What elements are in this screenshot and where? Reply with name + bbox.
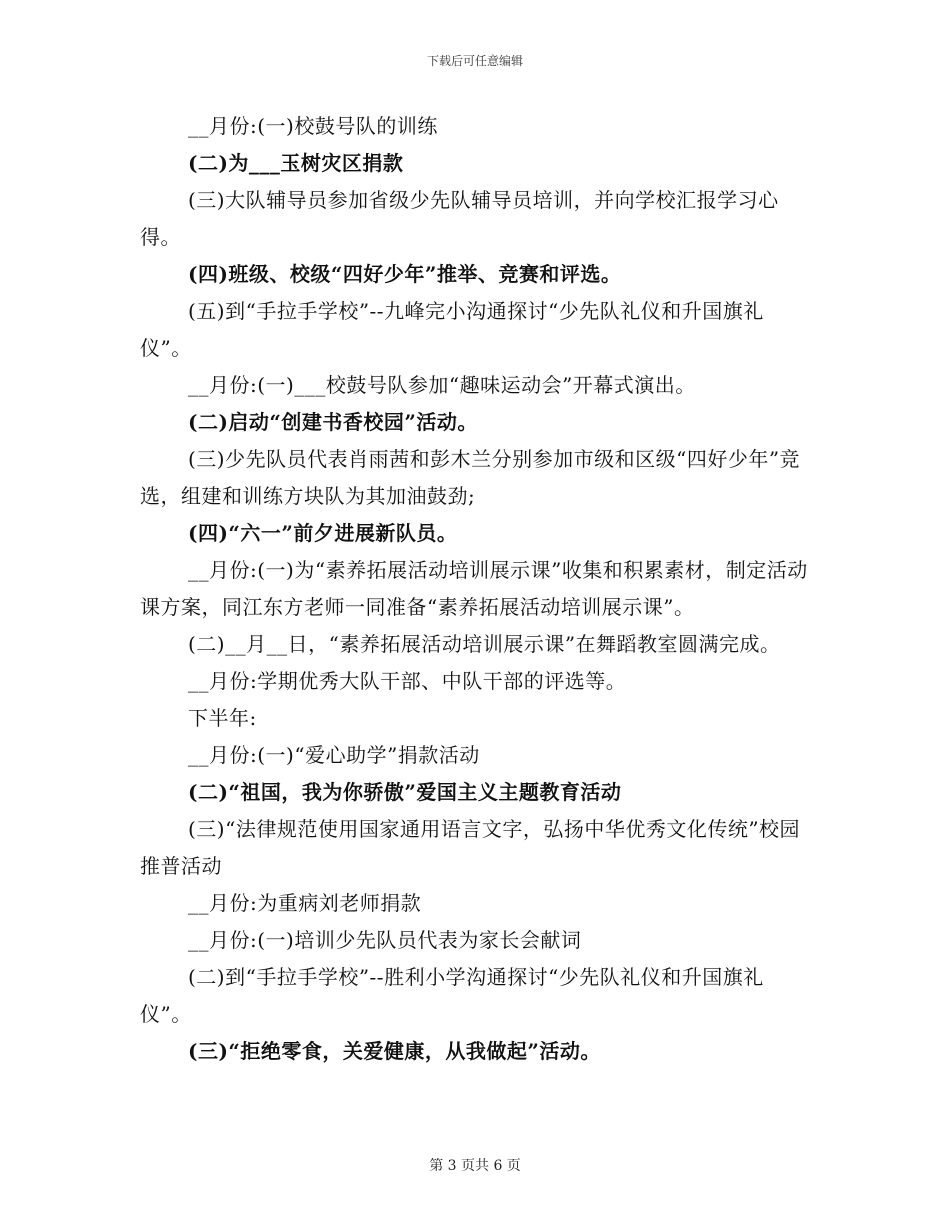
page-footer: 第 3 页共 6 页	[429, 1158, 521, 1174]
paragraph-11: (二)__月__日，“素养拓展活动培训展示课”在舞蹈教室圆满完成。	[188, 632, 781, 656]
paragraph-15: (二)“祖国，我为你骄傲”爱国主义主题教育活动	[188, 780, 622, 804]
paragraph-16: (三)“法律规范使用国家通用语言文字，弘扬中华优秀文化传统”校园推普活动	[140, 817, 801, 878]
paragraph-3: (三)大队辅导员参加省级少先队辅导员培训，并向学校汇报学习心得。	[140, 188, 779, 249]
page-header: 下载后可任意编辑	[426, 54, 523, 68]
paragraph-8: (三)少先队员代表肖雨茜和彭木兰分别参加市级和区级“四好少年”竞选，组建和训练方块队为其加油鼓劲;	[140, 447, 801, 508]
paragraph-12: __月份:学期优秀大队干部、中队干部的评选等。	[188, 669, 627, 693]
paragraph-5: (五)到“手拉手学校”--九峰完小沟通探讨“少先队礼仪和升国旗礼仪”。	[140, 299, 764, 360]
paragraph-2: (二)为___玉树灾区捐款	[188, 151, 404, 175]
paragraph-14: __月份:(一)“爱心助学”捐款活动	[188, 743, 480, 767]
paragraph-1: __月份:(一)校鼓号队的训练	[188, 114, 438, 138]
paragraph-4: (四)班级、校级“四好少年”推举、竞赛和评选。	[188, 262, 622, 286]
paragraph-13: 下半年:	[188, 706, 257, 730]
paragraph-19: (二)到“手拉手学校”--胜利小学沟通探讨“少先队礼仪和升国旗礼仪”。	[140, 965, 764, 1026]
document-body	[140, 108, 810, 1070]
paragraph-17: __月份:为重病刘老师捐款	[188, 891, 422, 915]
paragraph-7: (二)启动“创建书香校园”活动。	[188, 410, 478, 434]
paragraph-20: (三)“拒绝零食，关爱健康，从我做起”活动。	[188, 1039, 601, 1063]
paragraph-6: __月份:(一)___校鼓号队参加“趣味运动会”开幕式演出。	[188, 373, 696, 397]
paragraph-9: (四)“六一”前夕进展新队员。	[188, 521, 458, 545]
paragraph-10: __月份:(一)为“素养拓展活动培训展示课”收集和积累素材，制定活动课方案，同江东方老师一同准备“素养拓展活动培训展示课”。	[140, 558, 808, 619]
paragraph-18: __月份:(一)培训少先队员代表为家长会献词	[188, 928, 582, 952]
